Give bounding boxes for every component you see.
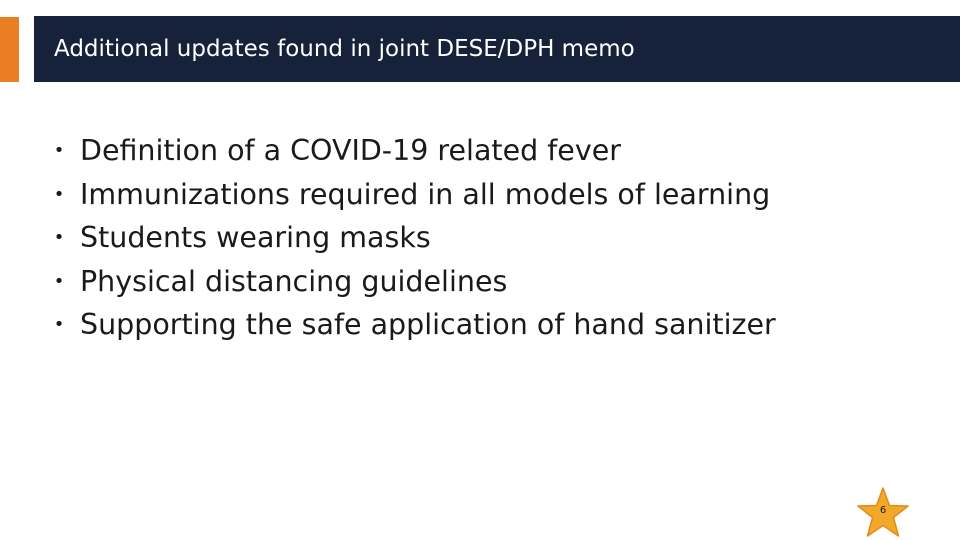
bullet-text: Immunizations required in all models of learning <box>80 177 771 211</box>
slide-title: Additional updates found in joint DESE/DPH memo <box>54 36 635 62</box>
bullet-text: Supporting the safe application of hand sanitizer <box>80 308 776 341</box>
page-number: 6 <box>879 505 887 516</box>
bullet-dot: • <box>53 314 65 335</box>
bullet-item <box>52 216 776 260</box>
bullet-text: Students wearing masks <box>80 221 431 254</box>
bullet-text: Physical distancing guidelines <box>80 264 508 298</box>
bullet-dot: • <box>53 270 65 292</box>
bullet-item <box>52 129 776 173</box>
bullet-text: Definition of a COVID-19 related fever <box>80 134 621 167</box>
title-banner <box>34 16 960 82</box>
bullet-item <box>52 260 776 304</box>
bullet-item <box>52 303 776 347</box>
bullet-item <box>52 173 776 217</box>
bullet-dot: • <box>53 140 65 161</box>
bullet-list <box>52 129 776 347</box>
bullet-dot: • <box>53 227 65 248</box>
bullet-dot: • <box>53 183 65 205</box>
title-accent-bar <box>0 17 19 82</box>
